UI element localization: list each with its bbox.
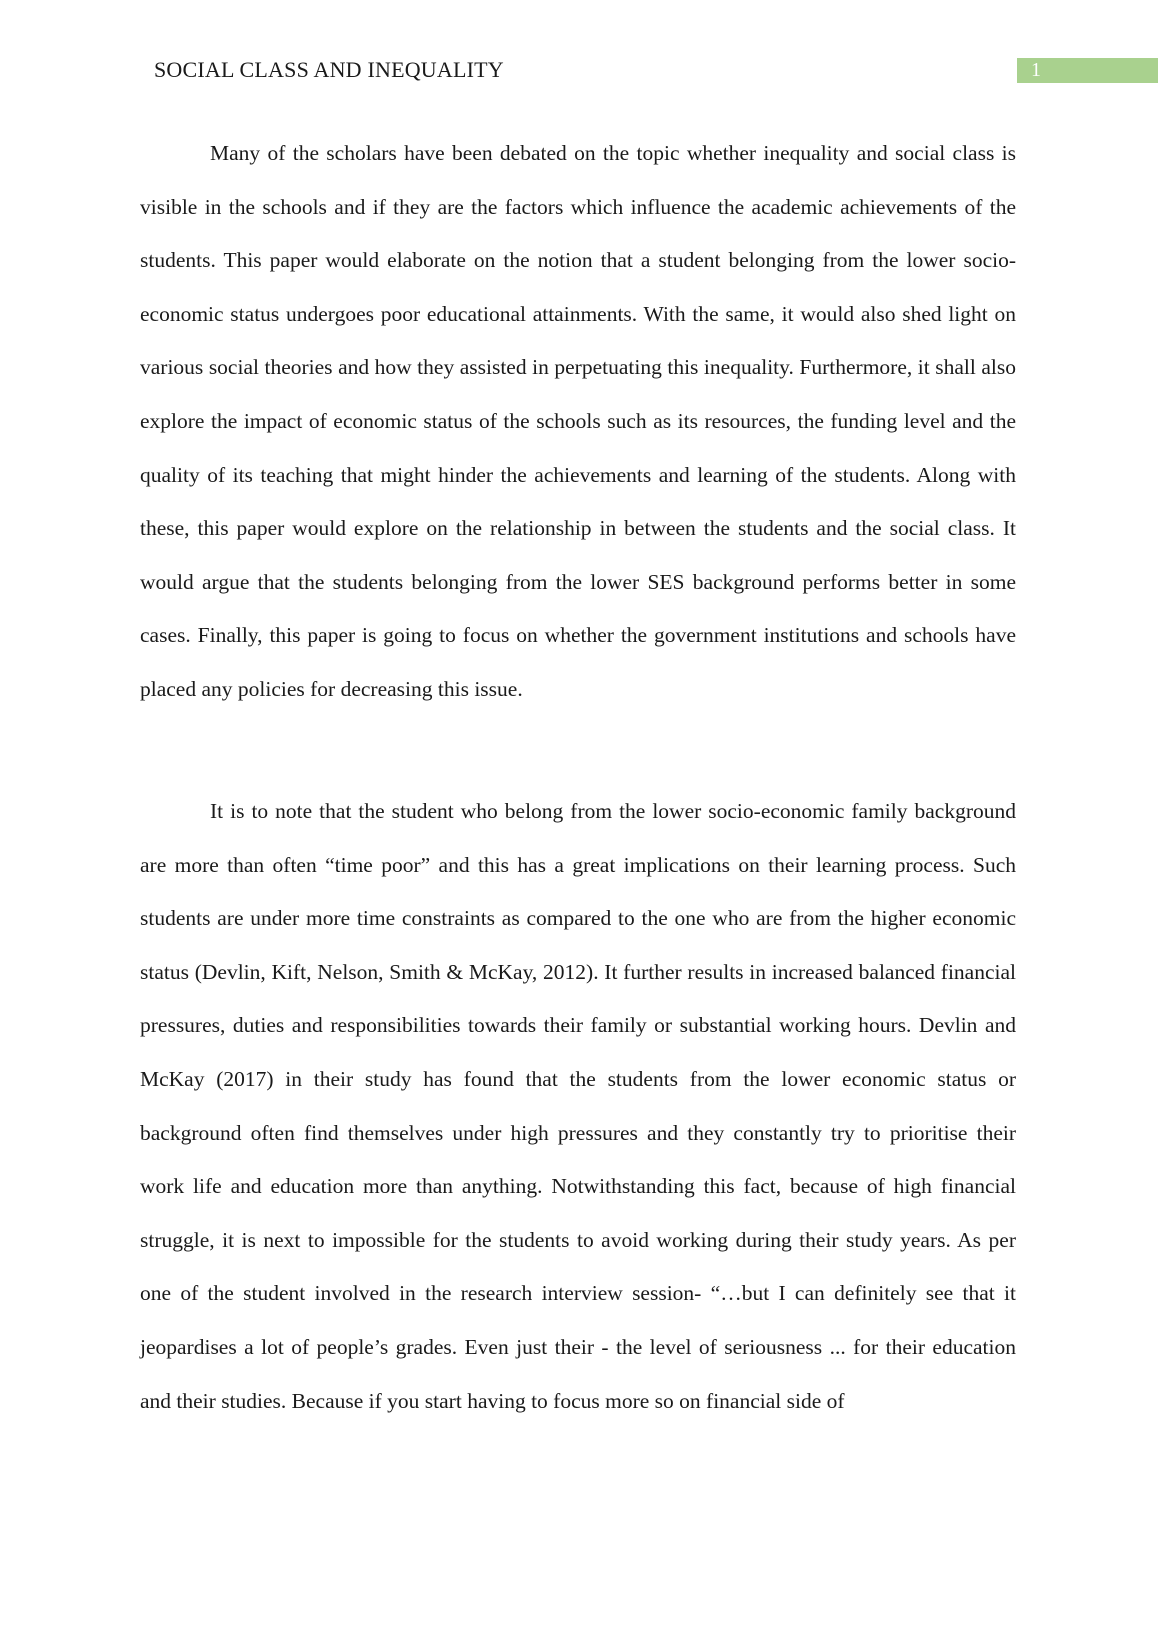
page-number-badge	[1017, 58, 1158, 83]
running-head: SOCIAL CLASS AND INEQUALITY	[154, 57, 504, 82]
body-paragraph: It is to note that the student who belong from the lower socio-economic family background are more than often “time poor” and this has a great implications on their learning process. Such students are under more time constraints as compared to the one who are from the higher economic status (Devlin, Kift, Nelson, Smith & McKay, 2012). It further results in increased balanced financial pressures, duties and responsibilities towards their family or substantial working hours. Devlin and McKay (2017) in their study has found that the students from the lower economic status or background often find themselves under high pressures and they constantly try to prioritise their work life and education more than anything. Notwithstanding this fact, because of high financial struggle, it is next to impossible for the students to avoid working during their study years. As per one of the student involved in the research interview session- “…but I can definitely see that it jeopardises a lot of people’s grades. Even just their - the level of seriousness ... for their education and their studies. Because if you start having to focus more so on financial side of	[140, 799, 1016, 1413]
body-paragraph-1-container	[140, 127, 1016, 717]
body-paragraph-2-container	[140, 785, 1016, 1428]
body-paragraph: Many of the scholars have been debated on the topic whether inequality and social class is visible in the schools and if they are the factors which influence the academic achievements of the students. This paper would elaborate on the notion that a student belonging from the lower socio-economic status undergoes poor educational attainments. With the same, it would also shed light on various social theories and how they assisted in perpetuating this inequality. Furthermore, it shall also explore the impact of economic status of the schools such as its resources, the funding level and the quality of its teaching that might hinder the achievements and learning of the students. Along with these, this paper would explore on the relationship in between the students and the social class. It would argue that the students belonging from the lower SES background performs better in some cases. Finally, this paper is going to focus on whether the government institutions and schools have placed any policies for decreasing this issue.	[140, 141, 1016, 701]
page-number: 1	[1031, 59, 1041, 81]
